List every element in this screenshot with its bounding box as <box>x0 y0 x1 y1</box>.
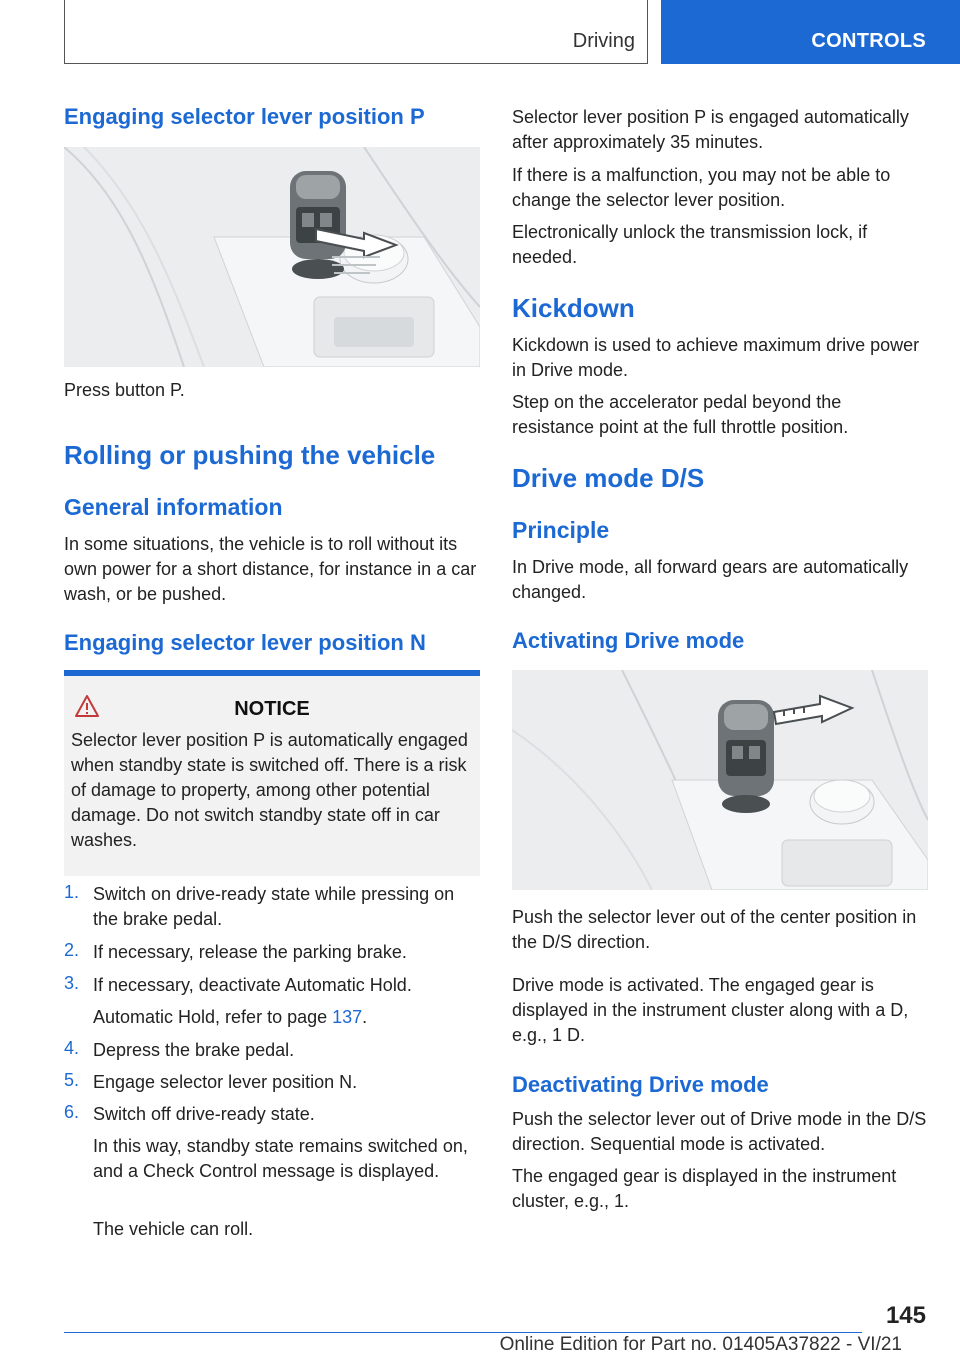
heading-principle: Principle <box>512 517 610 543</box>
section-title: Driving <box>572 30 635 52</box>
heading-general-information: General information <box>64 494 283 520</box>
reference-text: Automatic Hold, refer to page <box>93 1007 333 1027</box>
heading-activating-drive: Activating Drive mode <box>512 628 745 653</box>
deactivating-text-2: The engaged gear is displayed in the instrument cluster, e.g., 1. <box>512 1166 897 1211</box>
page-number: 145 <box>885 1302 926 1329</box>
selector-lever-p-illustration <box>64 147 480 367</box>
notice-text: Selector lever position P is automatically engaged when standby state is switched off. There is a risk of damage to property, among other potential damage. Do not switch standby state off in car washes. <box>71 730 468 850</box>
press-button-p-text: Press button P. <box>64 380 185 400</box>
list-item-number: 4. <box>64 1038 80 1058</box>
list-item-text: If necessary, release the parking brake. <box>93 942 407 962</box>
heading-rolling-pushing: Rolling or pushing the vehicle <box>64 440 436 470</box>
general-information-text: In some situations, the vehicle is to roll without its own power for a short distance, for instance in a car wash, or be pushed. <box>64 534 477 604</box>
list-item-number: 2. <box>64 940 80 960</box>
heading-engaging-p: Engaging selector lever position P <box>64 104 425 129</box>
reference-period: . <box>362 1007 368 1027</box>
step6-note-standby: In this way, standby state remains switched on, and a Check Control message is displayed. <box>93 1136 468 1181</box>
step6-note-roll: The vehicle can roll. <box>93 1219 254 1239</box>
edition-text: Online Edition for Part no. 01405A37822 - VI/21 <box>499 1334 902 1355</box>
deactivating-text-1: Push the selector lever out of Drive mode in the D/S direction. Sequential mode is activated. <box>512 1109 927 1154</box>
list-item-text: If necessary, deactivate Automatic Hold. <box>93 975 412 995</box>
heading-drive-mode: Drive mode D/S <box>512 463 705 493</box>
activating-text-1: Push the selector lever out of the center position in the D/S direction. <box>512 907 917 952</box>
list-item-number: 1. <box>64 882 80 902</box>
heading-deactivating-drive: Deactivating Drive mode <box>512 1072 769 1097</box>
automatic-hold-reference <box>93 1005 480 1030</box>
list-item-text: Switch off drive-ready state. <box>93 1104 315 1124</box>
kickdown-text-2: Step on the accelerator pedal beyond the resistance point at the full throttle position. <box>512 392 849 437</box>
kickdown-text-1: Kickdown is used to achieve maximum drive power in Drive mode. <box>512 335 920 380</box>
chapter-tab[interactable] <box>661 0 960 64</box>
malfunction-text: If there is a malfunction, you may not be able to change the selector lever position. <box>512 165 891 210</box>
page-link-137[interactable]: 137 <box>332 1007 363 1027</box>
notice-title: NOTICE <box>234 698 310 720</box>
list-item-number: 6. <box>64 1102 80 1122</box>
selector-lever-ds-illustration <box>512 670 928 890</box>
header-frame <box>64 0 648 64</box>
principle-text: In Drive mode, all forward gears are automatically changed. <box>512 557 909 602</box>
list-item-number: 3. <box>64 973 80 993</box>
notice-box <box>64 670 480 876</box>
list-item-text: Switch on drive-ready state while pressing on the brake pedal. <box>93 884 455 929</box>
footer-divider <box>64 1332 862 1333</box>
auto-engage-text: Selector lever position P is engaged automatically after approximately 35 minutes. <box>512 107 909 152</box>
activating-text-2: Drive mode is activated. The engaged gear is displayed in the instrument cluster along with a D, e.g., 1 D. <box>512 975 909 1045</box>
unlock-text: Electronically unlock the transmission lock, if needed. <box>512 222 868 267</box>
heading-kickdown: Kickdown <box>512 293 635 323</box>
list-item-text: Engage selector lever position N. <box>93 1072 358 1092</box>
notice-accent-bar <box>64 670 480 676</box>
list-item-text: Depress the brake pedal. <box>93 1040 295 1060</box>
list-item-number: 5. <box>64 1070 80 1090</box>
chapter-title: CONTROLS <box>811 30 926 52</box>
heading-engaging-n: Engaging selector lever position N <box>64 630 426 655</box>
